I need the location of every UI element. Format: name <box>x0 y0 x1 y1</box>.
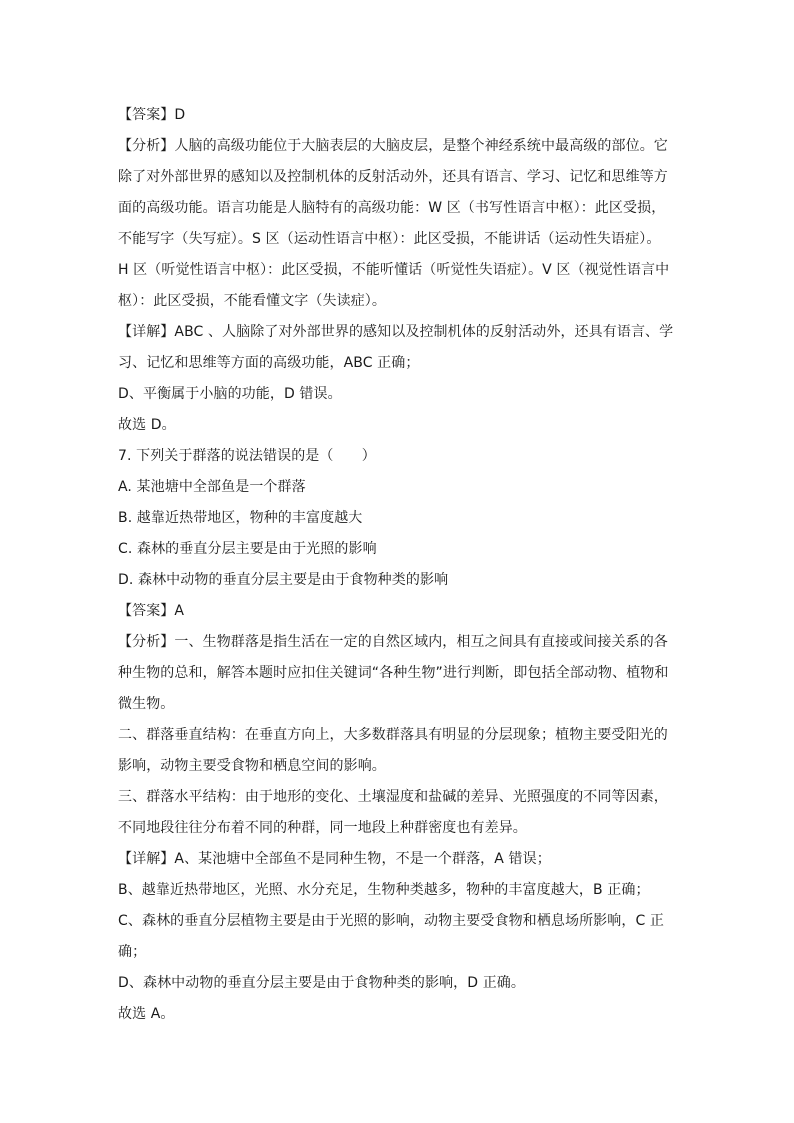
document-page <box>118 100 678 1030</box>
analysis-line: 种生物的总和，解答本题时应扣住关键词“各种生物”进行判断，即包括全部动物、植物和 <box>118 665 669 681</box>
analysis-line: 不同地段往往分布着不同的种群，同一地段上种群密度也有差异。 <box>118 820 527 836</box>
option-c: C. 森林的垂直分层主要是由于光照的影响 <box>118 541 377 557</box>
explanation-line: D、平衡属于小脑的功能，D 错误。 <box>118 386 342 402</box>
explanation-line: 【详解】ABC 、人脑除了对外部世界的感知以及控制机体的反射活动外，还具有语言、学 <box>118 324 674 340</box>
explanation-line: D、森林中动物的垂直分层主要是由于食物种类的影响，D 正确。 <box>118 975 526 991</box>
option-b: B. 越靠近热带地区，物种的丰富度越大 <box>118 510 363 526</box>
analysis-line: 【分析】人脑的高级功能位于大脑表层的大脑皮层，是整个神经系统中最高级的部位。它 <box>118 138 668 154</box>
analysis-line: 二、群落垂直结构：在垂直方向上，大多数群落具有明显的分层现象；植物主要受阳光的 <box>118 727 668 743</box>
explanation-line: 【详解】A、某池塘中全部鱼不是同种生物，不是一个群落，A 错误； <box>118 851 551 867</box>
explanation-line: C、森林的垂直分层植物主要是由于光照的影响，动物主要受食物和栖息场所影响，C 正 <box>118 913 664 929</box>
explanation-line: 确； <box>118 944 147 960</box>
option-d: D. 森林中动物的垂直分层主要是由于食物种类的影响 <box>118 572 449 588</box>
answer-line: 【答案】A <box>118 603 185 619</box>
answer-line: 【答案】D <box>118 107 186 123</box>
analysis-line: H 区（听觉性语言中枢）：此区受损，不能听懂话（听觉性失语症）。V 区（视觉性语言中 <box>118 262 670 278</box>
analysis-line: 微生物。 <box>118 696 175 712</box>
question-stem: 7. 下列关于群落的说法错误的是（ ） <box>118 448 376 464</box>
analysis-line: 除了对外部世界的感知以及控制机体的反射活动外，还具有语言、学习、记忆和思维等方 <box>118 169 668 185</box>
explanation-line: B、越靠近热带地区，光照、水分充足，生物种类越多，物种的丰富度越大，B 正确； <box>118 882 650 898</box>
conclusion-line: 故选 A。 <box>118 1006 175 1022</box>
conclusion-line: 故选 D。 <box>118 417 176 433</box>
option-a: A. 某池塘中全部鱼是一个群落 <box>118 479 306 495</box>
explanation-line: 习、记忆和思维等方面的高级功能，ABC 正确； <box>118 355 420 371</box>
analysis-line: 面的高级功能。语言功能是人脑特有的高级功能：W 区（书写性语言中枢）：此区受损， <box>118 200 666 216</box>
analysis-line: 枢）：此区受损，不能看懂文字（失读症）。 <box>118 293 386 309</box>
analysis-line: 不能写字（失写症）。S 区（运动性语言中枢）：此区受损，不能讲话（运动性失语症）。 <box>118 231 661 247</box>
analysis-line: 影响，动物主要受食物和栖息空间的影响。 <box>118 758 386 774</box>
analysis-line: 三、群落水平结构：由于地形的变化、土壤湿度和盐碱的差异、光照强度的不同等因素， <box>118 789 668 805</box>
analysis-line: 【分析】一、生物群落是指生活在一定的自然区域内，相互之间具有直接或间接关系的各 <box>118 634 668 650</box>
